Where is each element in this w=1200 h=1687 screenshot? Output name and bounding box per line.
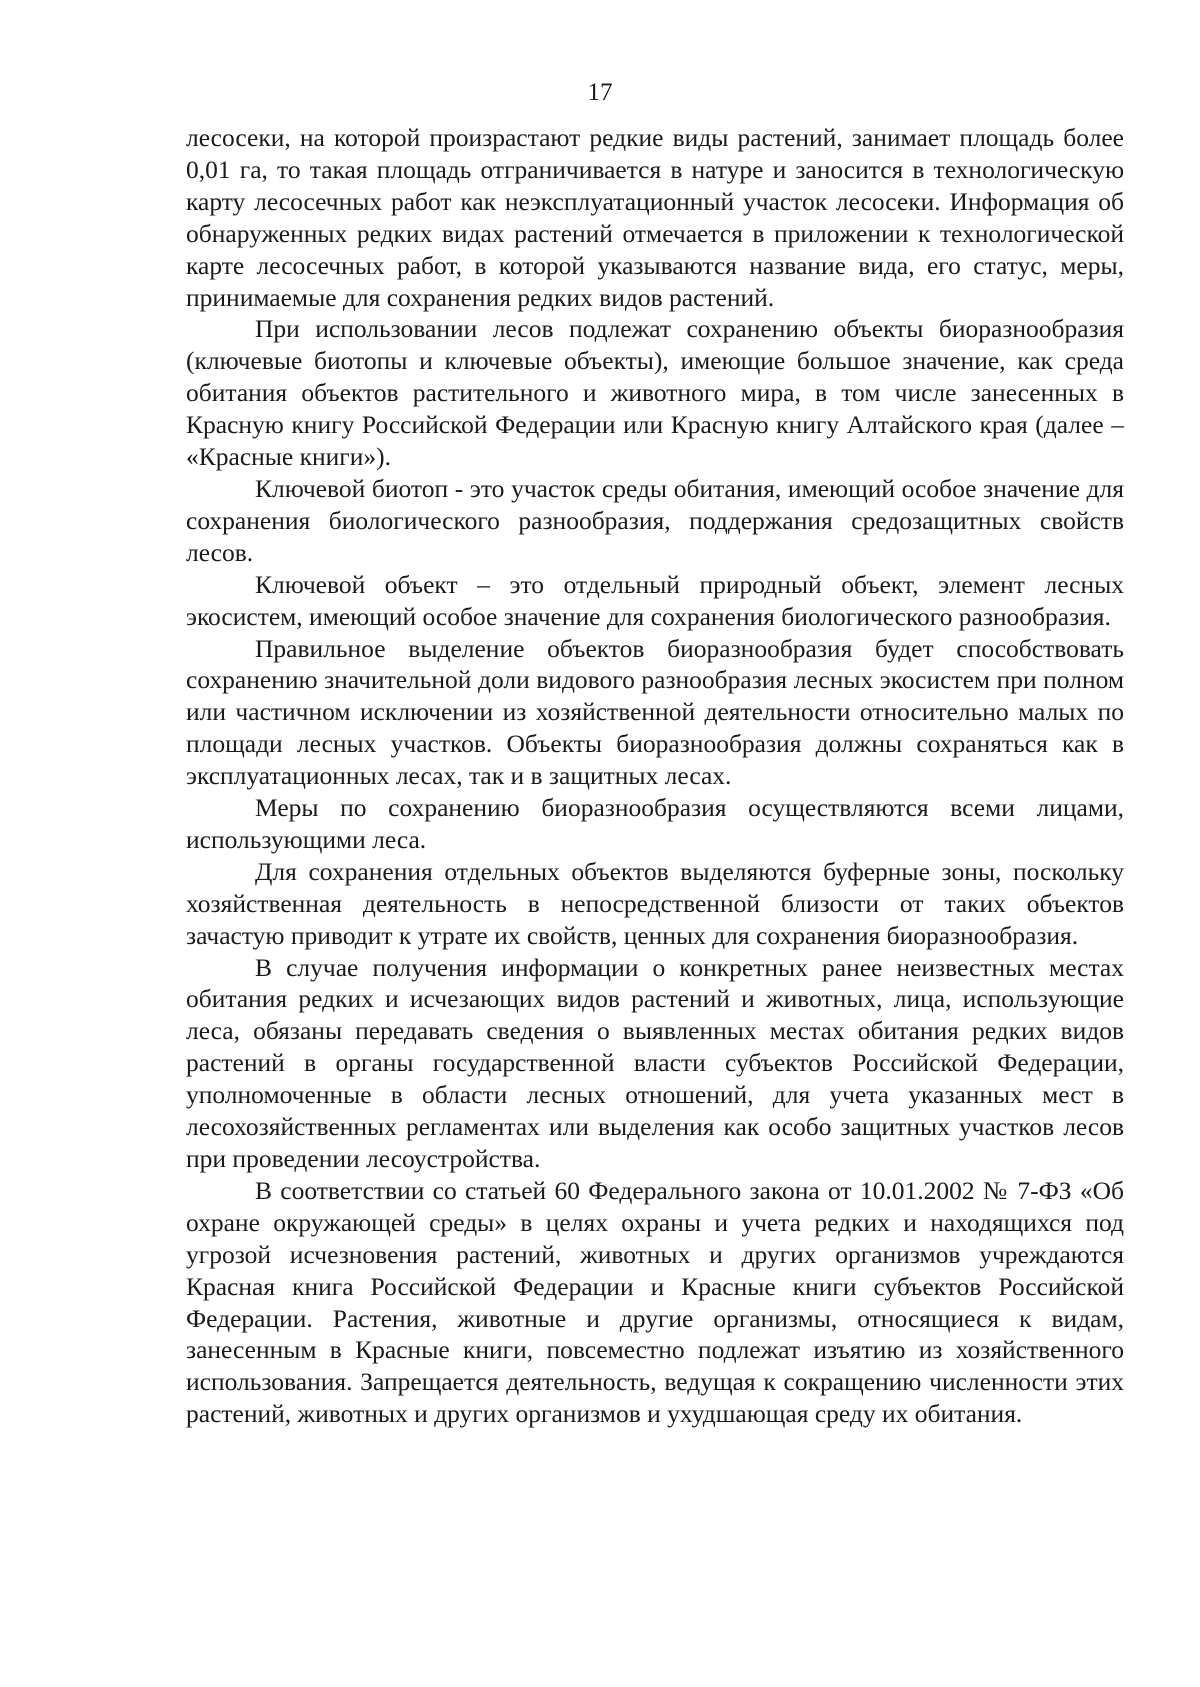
- paragraph-key-object: Ключевой объект – это отдельный природный объект, элемент лесных экосистем, имеющий особое значение для сохранения биологического разнообразия.: [186, 569, 1124, 631]
- page-number: 17: [587, 79, 613, 106]
- paragraph-continuation: лесосеки, на которой произрастают редкие виды растений, занимает площадь более 0,01 га, то такая площадь отграничивается в натуре и заносится в технологическую карту лесосечных работ как неэксплуатационный участок лесосеки. Информация об обнаруженных редких видах растений отмечается в приложении к технологической карте лесосечных работ, в которой указываются название вида, его статус, меры, принимаемые для сохранения редких видов растений.: [186, 123, 1124, 312]
- paragraph-biodiversity-objects: При использовании лесов подлежат сохранению объекты биоразнообразия (ключевые биотопы и ключевые объекты), имеющие большое значение, как среда обитания объектов растительного и животного мира, в том числе занесенных в Красную книгу Российской Федерации или Красную книгу Алтайского края (далее – «Красные книги»).: [186, 314, 1124, 472]
- paragraph-correct-selection: Правильное выделение объектов биоразнообразия будет способствовать сохранению значительной доли видового разнообразия лесных экосистем при полном или частичном исключении из хозяйственной деятельности относительно малых по площади лесных участков. Объекты биоразнообразия должны сохраняться как в эксплуатационных лесах, так и в защитных лесах.: [186, 633, 1124, 791]
- document-body: [186, 122, 1124, 1430]
- paragraph-conservation-measures: Меры по сохранению биоразнообразия осуществляются всеми лицами, использующими леса.: [186, 793, 1124, 854]
- paragraph-key-biotope: Ключевой биотоп - это участок среды обитания, имеющий особое значение для сохранения биологического разнообразия, поддержания средозащитных свойств лесов.: [186, 473, 1124, 567]
- paragraph-buffer-zones: Для сохранения отдельных объектов выделяются буферные зоны, поскольку хозяйственная деятельность в непосредственной близости от таких объектов зачастую приводит к утрате их свойств, ценных для сохранения биоразнообразия.: [186, 856, 1124, 950]
- paragraph-federal-law: В соответствии со статьей 60 Федерального закона от 10.01.2002 № 7-ФЗ «Об охране окружающей среды» в целях охраны и учета редких и находящихся под угрозой исчезновения растений, животных и других организмов учреждаются Красная книга Российской Федерации и Красные книги субъектов Российской Федерации. Растения, животные и другие организмы, относящиеся к видам, занесенным в Красные книги, повсеместно подлежат изъятию из хозяйственного использования. Запрещается деятельность, ведущая к сокращению численности этих растений, животных и других организмов и ухудшающая среду их обитания.: [186, 1175, 1124, 1429]
- paragraph-new-habitats: В случае получения информации о конкретных ранее неизвестных местах обитания редких и исчезающих видов растений и животных, лица, использующие леса, обязаны передавать сведения о выявленных местах обитания редких видов растений в органы государственной власти субъектов Российской Федерации, уполномоченные в области лесных отношений, для учета указанных мест в лесохозяйственных регламентах или выделения как особо защитных участков лесов при проведении лесоустройства.: [186, 952, 1124, 1173]
